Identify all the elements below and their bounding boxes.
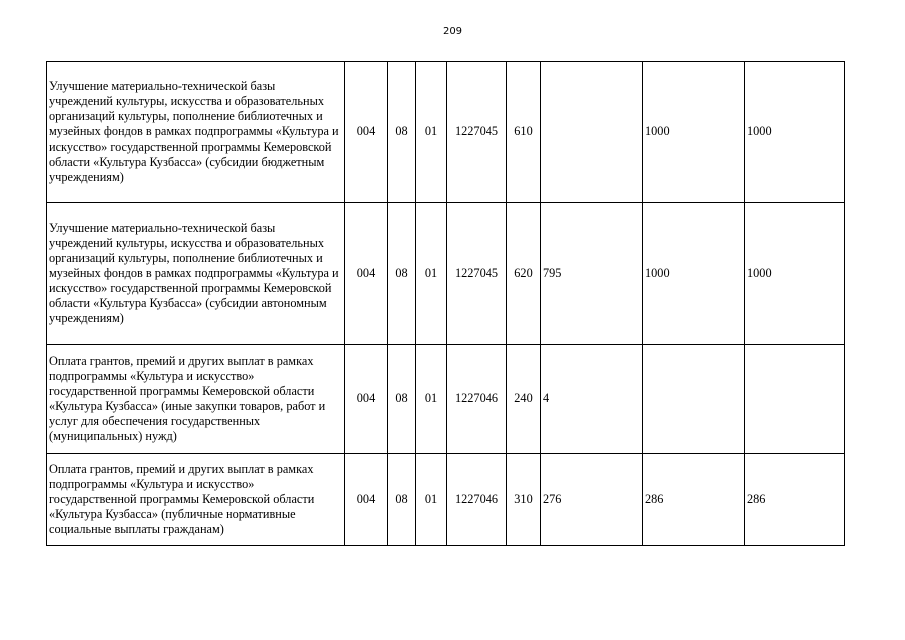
amount-cell	[745, 345, 845, 454]
ministry-code: 004	[345, 454, 388, 546]
section-code: 08	[388, 454, 416, 546]
section-code: 08	[388, 203, 416, 345]
budget-table	[46, 61, 845, 546]
amount-cell: 286	[643, 454, 745, 546]
table-row	[47, 345, 845, 454]
target-article-code: 1227045	[447, 62, 507, 203]
row-description: Оплата грантов, премий и других выплат в рамках подпрограммы «Культура и искусство» государственной программы Кемеровской области «Культура Кузбасса» (публичные нормативные социальные выплаты гражданам)	[47, 454, 345, 546]
amount-cell: 1000	[745, 203, 845, 345]
section-code: 08	[388, 345, 416, 454]
amount-cell: 4	[541, 345, 643, 454]
amount-cell	[643, 345, 745, 454]
amount-cell: 795	[541, 203, 643, 345]
ministry-code: 004	[345, 345, 388, 454]
expense-type-code: 620	[507, 203, 541, 345]
row-description: Улучшение материально-технической базы учреждений культуры, искусства и образовательных организаций культуры, пополнение библиотечных и музейных фондов в рамках подпрограммы «Культура и искусство» государственной программы Кемеровской области «Культура Кузбасса» (субсидии бюджетным учреждениям)	[47, 62, 345, 203]
subsection-code: 01	[416, 62, 447, 203]
expense-type-code: 310	[507, 454, 541, 546]
target-article-code: 1227046	[447, 454, 507, 546]
amount-cell: 1000	[643, 203, 745, 345]
table-row	[47, 454, 845, 546]
amount-cell	[541, 62, 643, 203]
subsection-code: 01	[416, 345, 447, 454]
section-code: 08	[388, 62, 416, 203]
page-number: 209	[442, 26, 463, 37]
subsection-code: 01	[416, 203, 447, 345]
amount-cell: 276	[541, 454, 643, 546]
table-row	[47, 62, 845, 203]
expense-type-code: 610	[507, 62, 541, 203]
table-row	[47, 203, 845, 345]
subsection-code: 01	[416, 454, 447, 546]
expense-type-code: 240	[507, 345, 541, 454]
amount-cell: 1000	[745, 62, 845, 203]
target-article-code: 1227045	[447, 203, 507, 345]
row-description: Улучшение материально-технической базы учреждений культуры, искусства и образовательных организаций культуры, пополнение библиотечных и музейных фондов в рамках подпрограммы «Культура и искусство» государственной программы Кемеровской области «Культура Кузбасса» (субсидии автономным учреждениям)	[47, 203, 345, 345]
ministry-code: 004	[345, 203, 388, 345]
target-article-code: 1227046	[447, 345, 507, 454]
ministry-code: 004	[345, 62, 388, 203]
amount-cell: 286	[745, 454, 845, 546]
amount-cell: 1000	[643, 62, 745, 203]
row-description: Оплата грантов, премий и других выплат в рамках подпрограммы «Культура и искусство» государственной программы Кемеровской области «Культура Кузбасса» (иные закупки товаров, работ и услуг для обеспечения государственных (муниципальных) нужд)	[47, 345, 345, 454]
